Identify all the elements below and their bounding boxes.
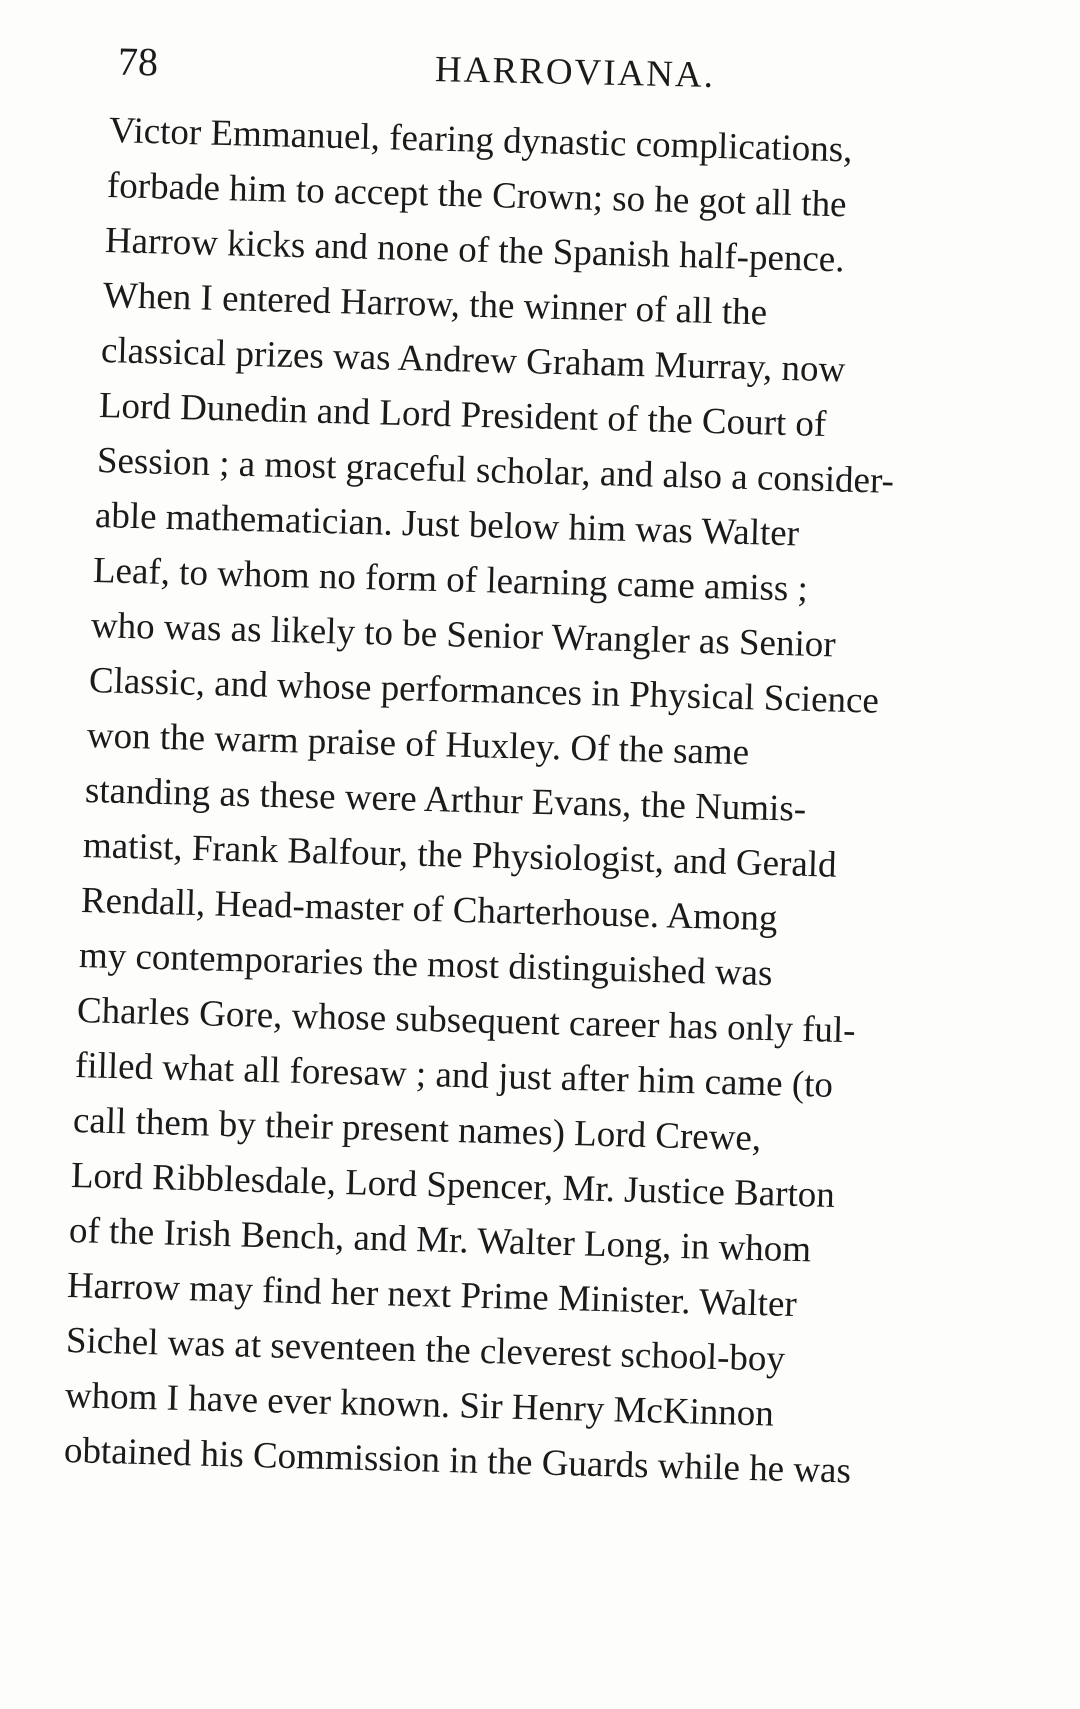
text-line: Lord Dunedin and Lord President of the Court of: [98, 385, 827, 446]
text-line: Classic, and whose performances in Physical Science: [88, 660, 880, 722]
text-line: forbade him to accept the Crown; so he got all the: [106, 165, 848, 226]
text-line: Victor Emmanuel, fearing dynastic complications,: [108, 110, 854, 171]
text-line: classical prizes was Andrew Graham Murray, now: [100, 330, 846, 391]
text-line: Harrow may find her next Prime Minister. Walter: [66, 1265, 798, 1326]
text-line: of the Irish Bench, and Mr. Walter Long, in whom: [68, 1210, 812, 1271]
text-line: standing as these were Arthur Evans, the Numis-: [84, 770, 807, 830]
text-line: Charles Gore, whose subsequent career has only ful-: [76, 990, 857, 1052]
text-line: my contemporaries the most distinguished was: [78, 935, 773, 995]
text-line: who was as likely to be Senior Wrangler as Senior: [90, 605, 837, 666]
text-line: filled what all foresaw ; and just after him came (to: [74, 1045, 834, 1106]
running-head: HARROVIANA.: [434, 49, 716, 96]
text-line: Harrow kicks and none of the Spanish half-pence.: [104, 220, 846, 281]
text-line: Session ; a most graceful scholar, and also a consider-: [96, 440, 895, 502]
text-line: When I entered Harrow, the winner of all the: [102, 275, 768, 334]
text-line: matist, Frank Balfour, the Physiologist, and Gerald: [82, 825, 838, 886]
text-line: won the warm praise of Huxley. Of the same: [86, 715, 750, 774]
text-line: call them by their present names) Lord Crewe,: [72, 1100, 762, 1160]
text-line: Lord Ribblesdale, Lord Spencer, Mr. Justice Barton: [70, 1155, 836, 1216]
text-line: able mathematician. Just below him was Walter: [94, 495, 800, 555]
page-number: 78: [117, 38, 159, 85]
text-line: Sichel was at seventeen the cleverest school-boy: [65, 1320, 786, 1380]
text-line: Rendall, Head-master of Charterhouse. Among: [80, 880, 778, 940]
text-line: whom I have ever known. Sir Henry McKinnon: [64, 1375, 775, 1435]
text-line: obtained his Commission in the Guards while he was: [63, 1430, 852, 1492]
text-line: Leaf, to whom no form of learning came amiss ;: [92, 550, 809, 610]
